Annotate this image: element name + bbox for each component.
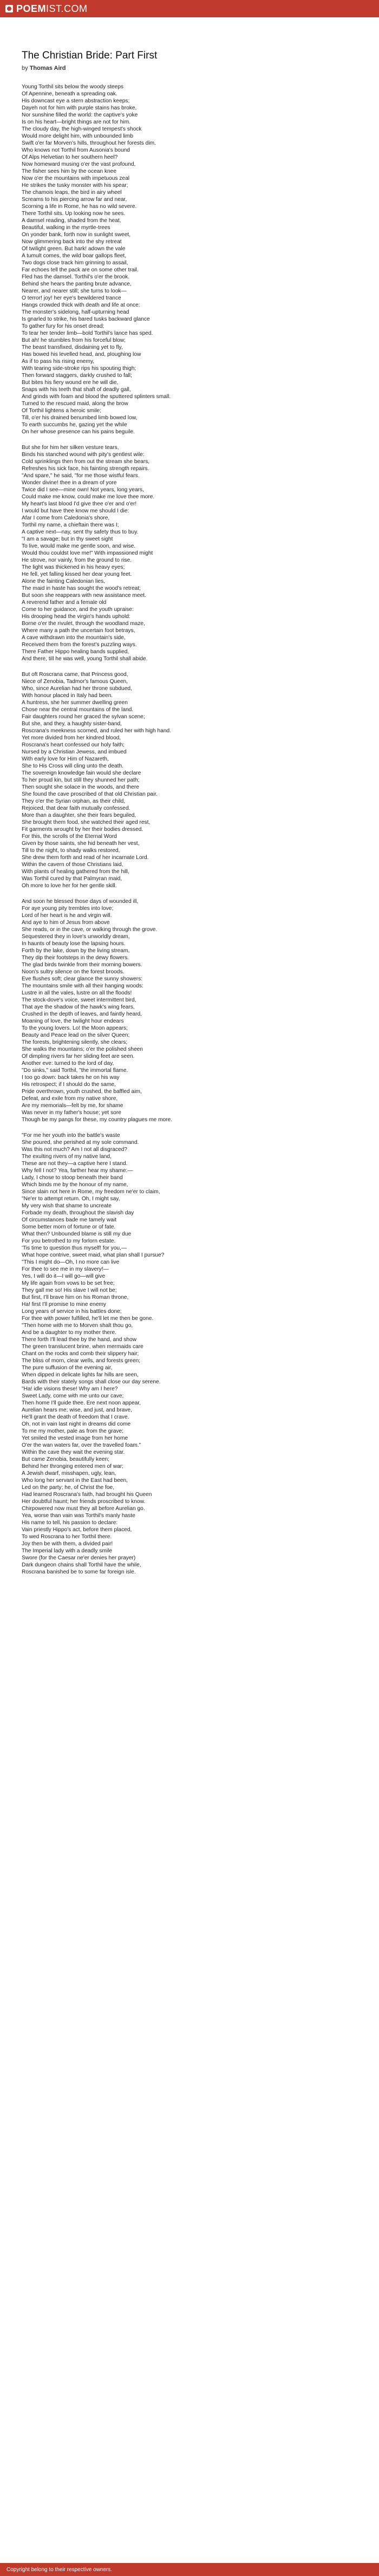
poemist-logo-icon — [5, 5, 13, 12]
poem-line: With early love for Him of Nazareth, — [22, 756, 109, 762]
poem-line: Come to her guidance, and the youth upraise: — [22, 607, 134, 613]
poem-line: Snaps with his teeth that shaft of deadly gall, — [22, 387, 131, 393]
poem-line: Behind her thronging entered men of war; — [22, 1463, 124, 1469]
poem-line: Hangs crowded thick with death and life at once: — [22, 302, 140, 308]
poem-line: Of Alps Helvetian to her southern heel? — [22, 154, 118, 160]
poem-line: Another eve: turned to the lord of day, — [22, 1061, 114, 1066]
poem-line: Two dogs close track him grinning to assail, — [22, 260, 128, 266]
poem-line: Moaning of love, the twilight hour endears — [22, 1018, 124, 1024]
poem-line: Roscrana's meekness scorned, and ruled her with high hand. — [22, 728, 172, 734]
poem-line: Cold sprinklings then from out the stream she bears, — [22, 459, 150, 465]
poem-line: The forests, brightening silently, she clears; — [22, 1039, 128, 1045]
poem-line: The cloudy day, the high-winged tempest's shock — [22, 126, 142, 132]
poem-line: She reads, or in the cave, or walking through the grove. — [22, 927, 158, 933]
site-footer — [0, 2563, 379, 2576]
poem-line: I too go down: back takes he on his way — [22, 1075, 120, 1081]
poem-line: To wed Roscrana to her Torthil there. — [22, 1534, 112, 1540]
poem-line: Swore (for the Caesar ne'er denies her prayer) — [22, 1555, 136, 1561]
poem-line: On yonder bank, forth now in sunlight sweet, — [22, 232, 131, 238]
poem-line: Chant on the rocks and comb their slippery hair; — [22, 1351, 139, 1357]
poem-line: They dip their footsteps in the dewy flowers. — [22, 955, 129, 961]
poem-line: She found the cave proscribed of that old Christian pair. — [22, 791, 158, 797]
poem-line: These are not they—a captive here I stand. — [22, 1161, 128, 1167]
poem-line: What then? Unbounded blame is still my due — [22, 1231, 132, 1237]
poem-line: Then forward staggers, darkly crushed to fall; — [22, 373, 132, 379]
poem-line: Vain priestly Hippo's act, before them placed, — [22, 1527, 132, 1533]
poem-line: Chose near the central mountains of the land. — [22, 707, 134, 713]
poem-line: Are my memorials—felt by me, for shame — [22, 1103, 123, 1109]
poem-line: There Torthil sits. Up looking now he sees. — [22, 211, 126, 217]
poem-line: For this, the scrolls of the Eternal Word — [22, 834, 117, 840]
poem-line: To live, would make me gentle soon, and wise. — [22, 543, 136, 549]
poem-line: "And spare," he said, "for me those wistful fears. — [22, 473, 140, 479]
poem-line: In haunts of beauty lose the lapsing hours. — [22, 941, 126, 947]
poem-line: Oh, not in vain last night in dreams did come — [22, 1421, 131, 1427]
site-header — [0, 0, 379, 17]
poem-line: He strove, nor vainly, from the ground to rise. — [22, 557, 132, 563]
poem-line: A cave withdrawn into the mountain's side, — [22, 635, 126, 641]
poem-line: But bites his fiery wound ere he will die, — [22, 380, 119, 386]
poem-line: Afar I come from Caledonia's shore, — [22, 515, 110, 521]
poem-content — [0, 17, 379, 1576]
poem-line: But she for him her silken vesture tears, — [22, 445, 119, 451]
poem-line: But oft Roscrana came, that Princess good, — [22, 672, 128, 678]
poem-line: His name to tell, his passion to declare: — [22, 1520, 118, 1526]
poem-line: Binds his stanched wound with pity's gentlest wile: — [22, 452, 145, 458]
poem-line: Roscrana's heart confessed our holy faith; — [22, 742, 125, 748]
poem-line: Now homeward musing o'er the vast profound, — [22, 161, 136, 167]
poem-line: My heart's last blood I'd give thee o'er and o'er! — [22, 501, 137, 507]
poem-line: On her whose presence can his pains beguile. — [22, 429, 135, 435]
poem-line: Sequestered they in love's unworldly dream, — [22, 934, 130, 940]
poem-line: Chirpowered now must they all before Aurelian go. — [22, 1506, 145, 1512]
poem-line: Led on the party; he, of Christ the foe, — [22, 1485, 115, 1491]
poem-line: But soon she reappears with new assistance meet. — [22, 593, 146, 599]
poem-line: Till, o'er his drained benumbed limb bowed low, — [22, 415, 138, 421]
poem-line: "Then home with me to Morven shalt thou go, — [22, 1323, 133, 1329]
poem-line: Wonder divine! thee in a dream of yore — [22, 480, 117, 486]
poem-line: "I am a savage; but in thy sweet sight — [22, 536, 113, 542]
poem-line: O terror! joy! her eye's bewildered trance — [22, 295, 121, 301]
poem-line: Lord of her heart is he and virgin will. — [22, 913, 112, 919]
poem-line: My life again from vows to be set free; — [22, 1280, 115, 1286]
poem-line: To me my mother, pale as from the grave; — [22, 1428, 123, 1434]
poem-line: Fit garments wrought by her their bodies dressed. — [22, 827, 143, 832]
poem-line: Could make me know, could make me love thee more. — [22, 494, 155, 500]
poem-line: As if to pass his rising enemy, — [22, 359, 94, 365]
poem-line: She brought them food, she watched their aged rest, — [22, 819, 151, 825]
poem-line: Which binds me by the honour of my name, — [22, 1182, 128, 1188]
poem-line: Eve flushes soft; clear glance the sunny showers: — [22, 976, 143, 982]
poem-line: The sovereign knowledge fain would she declare — [22, 770, 141, 776]
poem-line: His downcast eye a stern abstraction keeps; — [22, 98, 130, 104]
poem-line: Of dimpling rivers far her sliding feet are seen. — [22, 1053, 135, 1059]
poem-line: Yet smiled the vested image from her home — [22, 1435, 128, 1441]
poem-line: The monster's sidelong, half-upturning head — [22, 309, 129, 315]
poem-line: The green translucent brine, when mermaids care — [22, 1344, 143, 1350]
poem-line: Ha! first I'll promise to mine enemy — [22, 1302, 106, 1307]
poem-line: To tear her tender limb—bold Torthil's lance has sped. — [22, 330, 153, 336]
site-logo[interactable] — [5, 3, 88, 15]
poem-line: The beast transfixed, disdaining yet to fly, — [22, 344, 123, 350]
poem-line: Received them from the forest's puzzling ways. — [22, 642, 137, 648]
poem-line: And soon he blessed those days of wounded ill, — [22, 899, 139, 905]
poem-line: Far echoes tell the pack are on some other trail. — [22, 267, 139, 273]
poem-line: For thee to see me in my slavery!— — [22, 1266, 109, 1272]
poem-line: Lustre in all the vales, lustre on all the floods! — [22, 990, 132, 996]
poem-line: Torthil my name, a chieftain there was I; — [22, 522, 119, 528]
poem-line: The pure suffusion of the evening air, — [22, 1365, 113, 1371]
poem-line: Of twilight green. But hark! adown the vale — [22, 246, 126, 252]
poem-line: They gall me so! His slave I will not be; — [22, 1287, 117, 1293]
poem-line: And there, till he was well, young Torthil shall abide. — [22, 656, 148, 662]
poem-line: Her doubtful haunt; her friends proscribed to know. — [22, 1499, 146, 1505]
poem-line: Till to the night, to shady walks restored, — [22, 848, 120, 854]
poem-line: My very wish that shame to uncreate — [22, 1203, 112, 1209]
poem-line: There forth I'll lead thee by the hand, and show — [22, 1337, 137, 1343]
footer-copyright: Copyright belong to their respective owners. — [6, 2566, 113, 2573]
poem-line: But first, I'll brave him on his Roman throne, — [22, 1294, 129, 1300]
poem-line: Crushed in the depth of leaves, and faintly heard, — [22, 1011, 142, 1017]
poem-line: 'Tis time to question thus myself! for you,— — [22, 1245, 127, 1251]
poem-line: The glad birds twinkle from their morning bowers. — [22, 962, 142, 968]
logo-main-text: POEM — [16, 3, 47, 14]
poem-line: Noon's sultry silence on the forest broods. — [22, 969, 125, 975]
poem-line: Given by those saints, she hid beneath her vest, — [22, 841, 140, 847]
poem-byline — [22, 65, 357, 71]
poem-line: Forth by the lake, down by the living stream, — [22, 948, 130, 954]
poem-stanza — [22, 671, 357, 889]
poem-line: And grinds with foam and blood the sputtered splinters small. — [22, 394, 171, 400]
poem-line: A huntress, she her summer dwelling green — [22, 700, 128, 706]
poem-line: To her proud kin, but still they shunned her path; — [22, 777, 140, 783]
poem-line: Beautiful, walking in the myrtle-trees — [22, 225, 110, 231]
poem-line: With honour placed in Italy had been. — [22, 693, 113, 699]
poem-line: Rejoiced, that dear faith mutually confessed. — [22, 805, 130, 811]
poem-line: That aye the shadow of the hawk's wing fears, — [22, 1004, 135, 1010]
poem-line: Has bowed his levelled head, and, ploughing low — [22, 352, 141, 357]
poem-line: Was Torthil cured by that Palmyran maid, — [22, 876, 122, 882]
poem-line: What hope contrive, sweet maid, what plan shall I pursue? — [22, 1252, 165, 1258]
poem-line: Joy then be with them, a divided pair! — [22, 1541, 113, 1547]
poem-line: With plants of healing gathered from the hill, — [22, 869, 129, 875]
poem-line: Was never in my father's house; yet sore — [22, 1110, 121, 1116]
poem-line: With tearing side-stroke rips his spouting thigh; — [22, 366, 136, 372]
poem-line: Roscrana banished be to some far foreign isle. — [22, 1569, 136, 1575]
poem-line: A tumult comes, the wild boar gallops fleet, — [22, 253, 127, 259]
poem-line: She drew them forth and read of her incarnate Lord. — [22, 855, 149, 861]
poem-line: A Jewish dwarf, misshapen, ugly, lean, — [22, 1471, 116, 1476]
poem-line: The fisher sees him by the ocean knee — [22, 168, 116, 174]
poem-line: Forbade my death, throughout the slavish day — [22, 1210, 134, 1216]
poem-line: Now o'er the mountains with impetuous zeal — [22, 175, 130, 181]
poem-line: Would thou couldst love me!" With impassioned might — [22, 550, 153, 556]
poem-line: Yes, I will do it—I will go—will give — [22, 1273, 106, 1279]
poem-line: He strikes the tusky monster with his spear; — [22, 183, 128, 188]
poem-line: Who long her servant in the East had been, — [22, 1478, 128, 1484]
poem-line: She walks the mountains; o'er the polished sheen — [22, 1046, 143, 1052]
poem-line: She to His Cross will cling unto the death. — [22, 763, 123, 769]
poem-line: To earth succumbs he, gazing yet the while — [22, 422, 127, 428]
poem-line: Lady, I chose to stoop beneath their band — [22, 1175, 123, 1181]
poem-stanza — [22, 898, 357, 1123]
poem-line: Nearer, and nearer still; she turns to look— — [22, 288, 127, 294]
poem-line: He fell, yet falling kissed her dear young feet. — [22, 571, 132, 577]
poem-line: Of circumstances bade me tamely wait — [22, 1217, 116, 1223]
poem-line: The mountains smile with all their hanging woods: — [22, 983, 143, 989]
poem-line: Then sought she solace in the woods, and there — [22, 784, 139, 790]
poem-line: A damsel reading, shaded from the heat, — [22, 218, 121, 224]
poem-line: Nursed by a Christian Jewess, and imbued — [22, 749, 127, 755]
poem-line: Sweet Lady, come with me unto our cave; — [22, 1393, 124, 1399]
poem-line: "Ne'er to attempt return. Oh, I might say, — [22, 1196, 120, 1202]
poem-line: Dark dungeon chains shall Torthil have the while, — [22, 1562, 141, 1568]
poem-line: His drooping head the virgin's hands uphold: — [22, 614, 130, 620]
poem-line: Turned to the rescued maid, along the brow — [22, 401, 128, 407]
poem-line: Aurelian hears me; wise, and just, and brave, — [22, 1407, 132, 1413]
poem-line: Pride overthrown, youth crushed, the baffled aim, — [22, 1089, 142, 1095]
poem-line: Borne o'er the rivulet, through the woodland maze, — [22, 621, 145, 627]
poem-line: Is on his heart—bright things are not for him. — [22, 119, 131, 125]
poem-line: O'er the wan waters far, over the travelled foam." — [22, 1442, 141, 1448]
poem-line: Within the cave they wait the evening star. — [22, 1449, 125, 1455]
poem-line: Then home I'll guide thee. Ere next noon appear, — [22, 1400, 141, 1406]
poem-line: Within the cavern of those Christians laid, — [22, 862, 123, 868]
poem-line: Niece of Zenobia, Tadmor's famous Queen, — [22, 679, 128, 685]
poem-line: And be a daughter to my mother there. — [22, 1330, 116, 1336]
poem-line: And aye to him of Jesus from above — [22, 920, 110, 926]
poem-line: Was this not much? Am I not all disgraced? — [22, 1147, 127, 1153]
poem-line: Of Apennine, beneath a spreading oak. — [22, 91, 117, 97]
poem-line: "This I might do—Oh, I no more can live — [22, 1259, 120, 1265]
poem-stanza — [22, 83, 357, 435]
poem-line: Fled has the damsel. Torthil's o'er the brook. — [22, 274, 130, 280]
poem-line: She poured, she perished at my sole command. — [22, 1140, 139, 1146]
poem-line: Who knows not Torthil from Ausonia's bound — [22, 147, 130, 153]
poem-line: Had learned Roscrana's faith, had brought his Queen — [22, 1492, 152, 1498]
poem-line: "Ha! idle visions these! Why am I here? — [22, 1386, 118, 1392]
poem-line: Swift o'er far Morven's hills, throughout her forests dim. — [22, 140, 156, 146]
poem-line: Though be my pangs for these, my country plagues me more. — [22, 1117, 173, 1123]
poem-line: Yea, worse than vain was Torthil's manly haste — [22, 1513, 135, 1519]
poem-line: He'll grant the death of freedom that I crave. — [22, 1414, 129, 1420]
poem-line: I would but have thee know me should I die: — [22, 508, 129, 514]
poem-line: The Imperial lady with a deadly smile — [22, 1548, 113, 1554]
poem-line: Where many a path the uncertain foot betrays, — [22, 628, 135, 634]
poem-line: The maid in haste has sought the wood's retreat; — [22, 586, 141, 591]
poem-line: But she, and they, a haughty sister-band, — [22, 721, 122, 727]
poem-line: The light was thickened in his heavy eyes; — [22, 564, 125, 570]
poem-line: "Do sinks," said Torthil, "the immortal flame. — [22, 1068, 128, 1074]
poem-line: Alone the fainting Caledonian lies, — [22, 578, 106, 584]
poem-line: Who, since Aurelian had her throne subdued, — [22, 686, 132, 692]
poem-line: For you betrothed to my forlorn estate. — [22, 1238, 116, 1244]
poem-line: Long years of service in his battles done; — [22, 1309, 122, 1315]
poem-line: Is gnarled to strike, his bared tusks backward glance — [22, 316, 150, 322]
poem-line: Of Torthil lightens a heroic smile; — [22, 408, 102, 414]
poem-line: Why fell I not? Yea, farther hear my shame:— — [22, 1168, 133, 1174]
poem-line: Refreshes his sick face, his fainting strength repairs. — [22, 466, 149, 472]
poem-line: Defeat, and exile from my native shore, — [22, 1096, 118, 1102]
poem-line: There Father Hippo healing bands supplied, — [22, 649, 129, 655]
poem-line: Beauty and Peace lead on the silver Queen; — [22, 1032, 130, 1038]
poem-line: Now glimmering back into the shy retreat — [22, 239, 122, 245]
poem-line: Behind she hears the panting brute advance, — [22, 281, 132, 287]
poem-title: The Christian Bride: Part First — [22, 50, 158, 61]
poem-line: Scorning a life in Rome, he has no wild severe. — [22, 204, 137, 210]
poem-line: To the young lovers. Lo! the Moon appears; — [22, 1025, 128, 1031]
poem-line: Yet more divided from her kindred blood, — [22, 735, 121, 741]
poem-line: Oh more to love her for her gentle skill. — [22, 883, 117, 889]
poem-line: The chamois leaps, the bird in airy wheel — [22, 190, 122, 196]
poem-body — [22, 83, 357, 1576]
logo-suffix-text: IST.COM — [46, 3, 88, 14]
poem-line: Bards with their stately songs shall close our day serene. — [22, 1379, 161, 1385]
poem-line: To gather fury for his onset dread; — [22, 323, 104, 329]
poem-line: Twice did I see—mine own! Not years, long years, — [22, 487, 144, 493]
poem-line: For thee with power fulfilled, he'll let me then be gone. — [22, 1316, 154, 1322]
poem-line: "For me her youth into the battle's waste — [22, 1133, 120, 1139]
poem-line: For aye young pity trembles into love; — [22, 906, 114, 912]
by-label: by — [22, 65, 28, 71]
poem-line: More than a daughter, she their fears beguiled, — [22, 812, 136, 818]
poem-line: But came Zenobia, beautifully keen; — [22, 1456, 109, 1462]
poem-line: The exulting rivers of my native land, — [22, 1154, 112, 1160]
poem-line: Dayeh not for him with purple stains has broke, — [22, 105, 137, 111]
poem-stanza — [22, 1132, 357, 1576]
poem-line: Would more delight him, with unbounded limb — [22, 133, 133, 139]
poem-line: A captive next—nay, sent thy safety thus to buy. — [22, 529, 139, 535]
poem-line: But ah! he stumbles from his forceful blow; — [22, 337, 126, 343]
poem-line: Some better morn of fortune or of fate. — [22, 1224, 116, 1230]
poem-line: Fair daughters round her graced the sylvan scene; — [22, 714, 145, 720]
poem-stanza — [22, 444, 357, 662]
poem-line: A reverend father and a female old — [22, 600, 107, 606]
poem-line: Screams to his piercing arrow far and near, — [22, 197, 127, 203]
poem-line: Nor sunshine filled the world: the captive's yoke — [22, 112, 138, 118]
poem-line: The bliss of morn, clear wells, and forests green; — [22, 1358, 141, 1364]
poem-line: When dipped in delicate lights far hills are seen, — [22, 1372, 139, 1378]
poem-line: They o'er the Syrian orphan, as their child, — [22, 798, 126, 804]
poem-line: The stock-dove's voice, sweet intermittent bird, — [22, 997, 136, 1003]
poem-author[interactable]: Thomas Aird — [29, 65, 66, 71]
poem-line: Since slain not here in Rome, my freedom ne'er to claim, — [22, 1189, 160, 1195]
poem-line: Young Torthil sits below the woody steeps — [22, 84, 124, 90]
poem-line: His retrospect; if I should do the same, — [22, 1082, 116, 1088]
